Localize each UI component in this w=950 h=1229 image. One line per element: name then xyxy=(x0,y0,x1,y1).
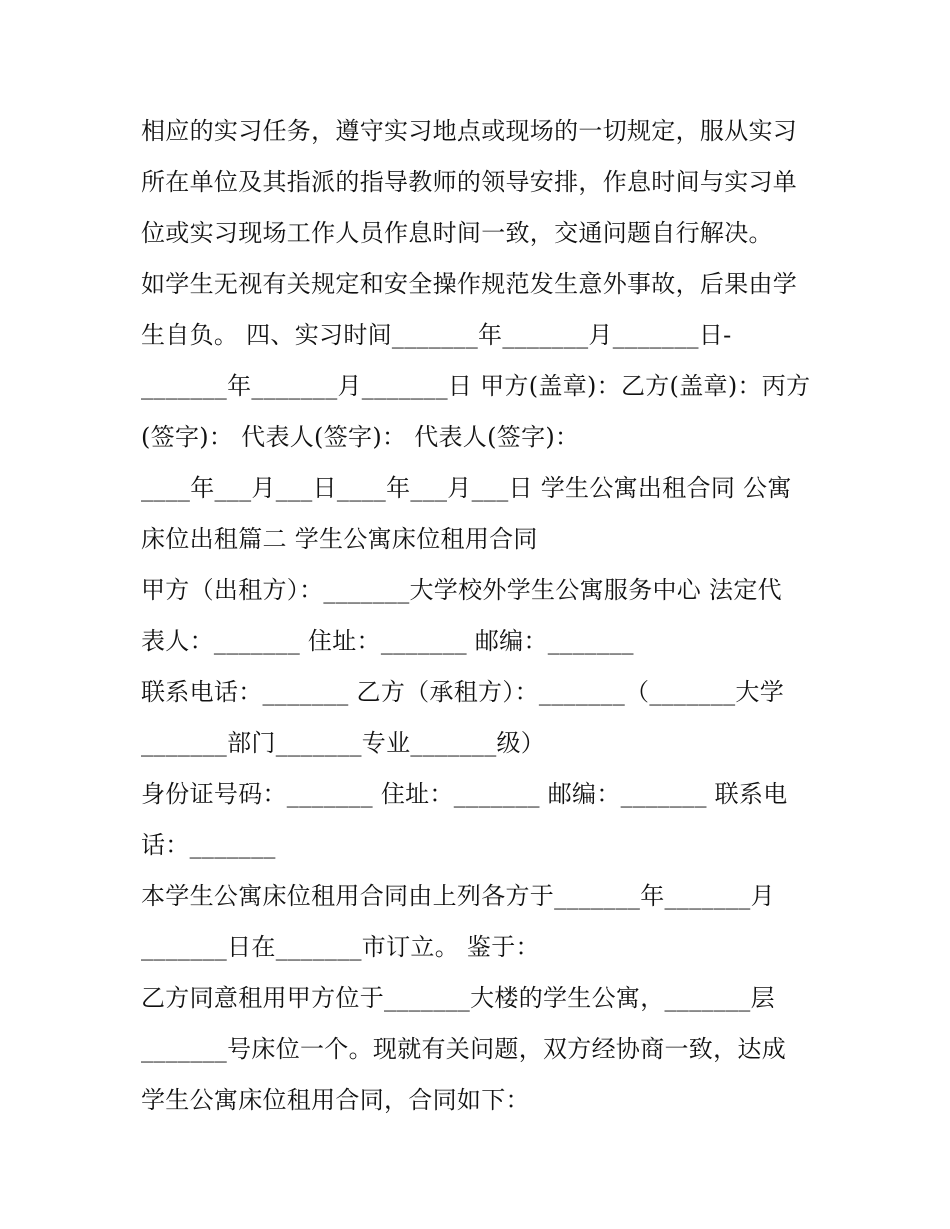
text-line: _______日在_______市订立。 鉴于： xyxy=(141,933,540,961)
text-line: 联系电话：_______ 乙方（承租方）：_______（_______大学 xyxy=(141,678,785,706)
text-line: 生自负。 四、实习时间_______年_______月_______日- xyxy=(141,321,732,349)
text-line: ____年___月___日____年___月___日 学生公寓出租合同 公寓 xyxy=(141,474,792,502)
text-line: _______部门_______专业_______级） xyxy=(141,729,546,757)
text-line: 本学生公寓床位租用合同由上列各方于_______年_______月 xyxy=(141,882,775,910)
text-line: 话：_______ xyxy=(141,831,276,859)
contract-text xyxy=(141,106,831,1126)
text-line: 甲方（出租方）：_______大学校外学生公寓服务中心 法定代 xyxy=(141,576,782,604)
text-line: _______号床位一个。现就有关问题，双方经协商一致，达成 xyxy=(141,1035,786,1063)
text-line: 乙方同意租用甲方位于_______大楼的学生公寓，_______层 xyxy=(141,984,775,1012)
text-line: 如学生无视有关规定和安全操作规范发生意外事故，后果由学 xyxy=(141,270,798,298)
text-line: 学生公寓床位租用合同，合同如下： xyxy=(141,1086,530,1114)
text-line: 身份证号码：_______ 住址：_______ 邮编：_______ 联系电 xyxy=(141,780,788,808)
text-line: 床位出租篇二 学生公寓床位租用合同 xyxy=(141,525,538,553)
text-line: 所在单位及其指派的指导教师的领导安排，作息时间与实习单 xyxy=(141,168,798,196)
text-line: (签字)： 代表人(签字)： 代表人(签字)： xyxy=(141,423,580,451)
text-line: 相应的实习任务，遵守实习地点或现场的一切规定，服从实习 xyxy=(141,117,798,145)
text-line: _______年_______月_______日 甲方(盖章)：乙方(盖章)：丙方 xyxy=(141,372,811,400)
text-line: 位或实习现场工作人员作息时间一致，交通问题自行解决。 xyxy=(141,219,773,247)
text-line: 表人：_______ 住址：_______ 邮编：_______ xyxy=(141,627,634,655)
